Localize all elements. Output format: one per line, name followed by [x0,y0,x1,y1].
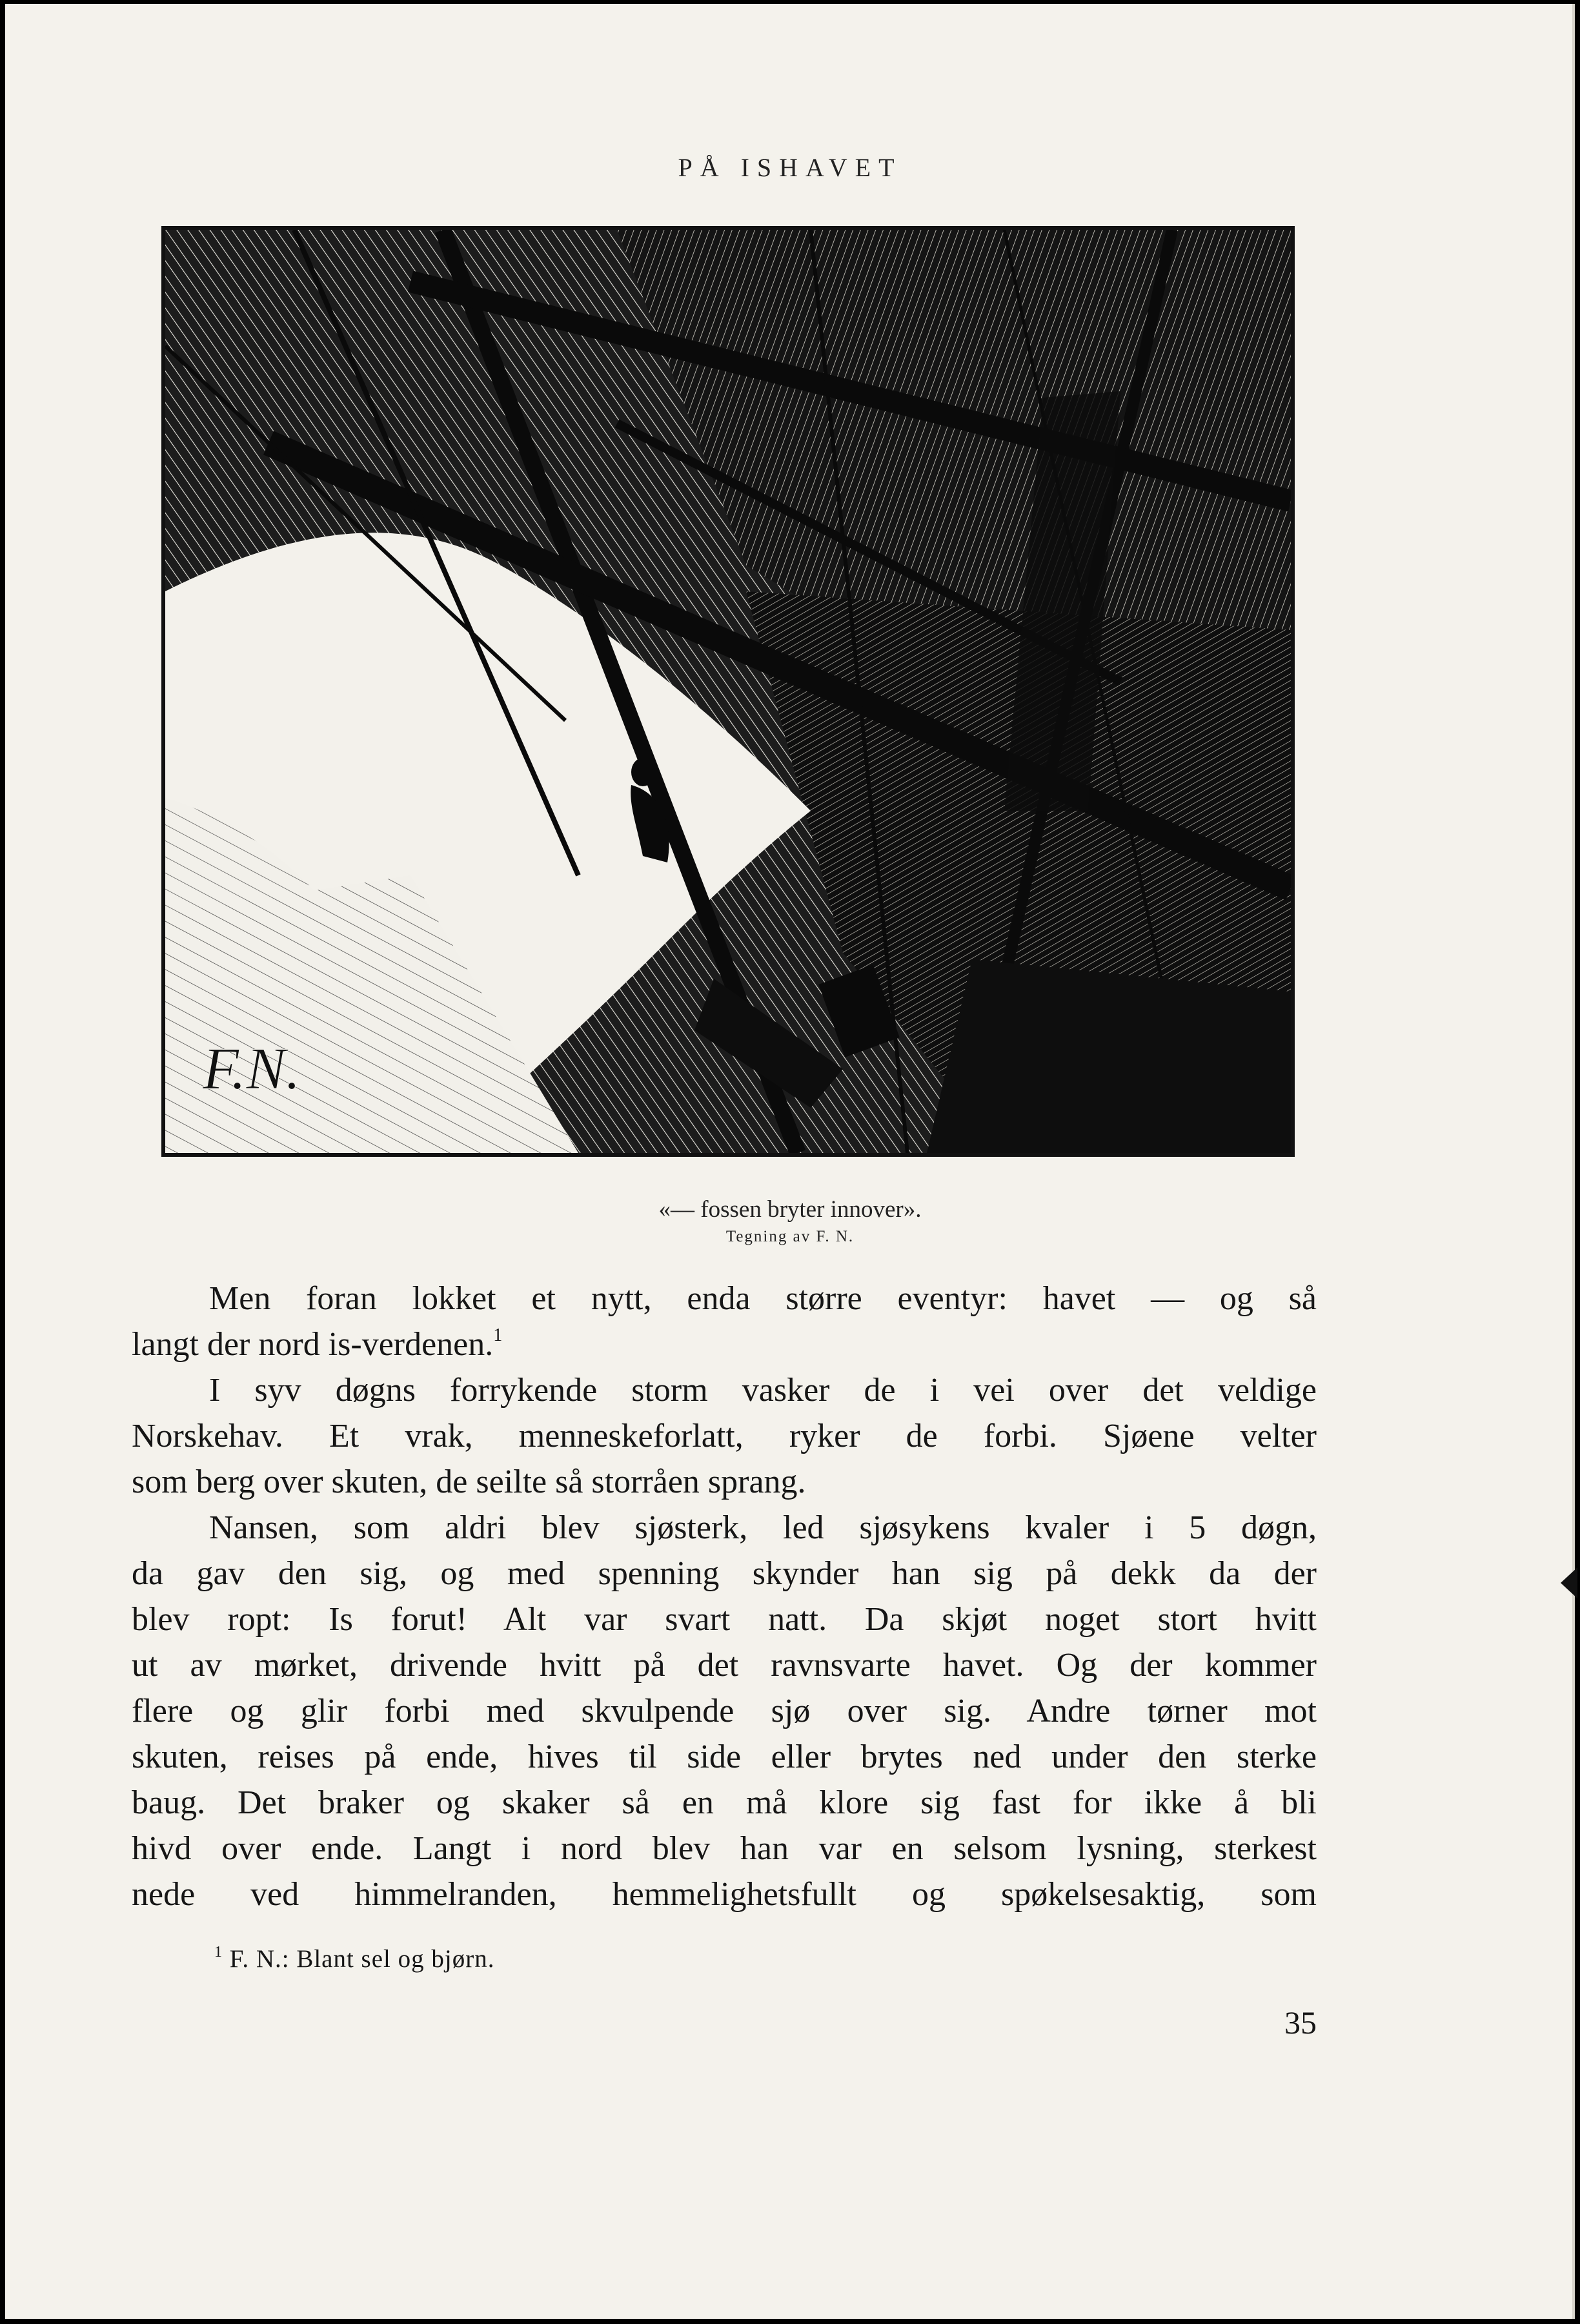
text-line: som berg over skuten, de seilte så storråen sprang. [132,1463,806,1500]
footnote-text: F. N.: Blant sel og bjørn. [229,1945,495,1973]
footnote-ref: 1 [493,1325,503,1345]
footnote [214,1944,494,1973]
illustration-credit: Tegning av F. N. [725,1228,855,1245]
text-line: Men foran lokket et nytt, enda større eventyr: havet — og så [209,1280,1317,1317]
page-edge-tab [1561,1567,1577,1598]
text-line: hivd over ende. Langt i nord blev han var en selsom lysning, sterkest [132,1830,1317,1867]
text-line: da gav den sig, og med spenning skynder han sig på dekk da der [132,1555,1317,1592]
illustration-caption: «— fossen bryter innover». [658,1196,922,1223]
text-line: Nansen, som aldri blev sjøsterk, led sjøsykens kvaler i 5 døgn, [209,1509,1317,1546]
text-line: blev ropt: Is forut! Alt var svart natt. Da skjøt noget stort hvitt [132,1601,1317,1638]
text-line: I syv døgns forrykende storm vasker de i vei over det veldige [209,1372,1317,1409]
text-line: nede ved himmelranden, hemmelighetsfullt og spøkelsesaktig, som [132,1876,1317,1913]
page-number: 35 [1284,2004,1317,2041]
text-line: baug. Det braker og skaker så en må klore sig fast for ikke å bli [132,1784,1317,1821]
text-line: flere og glir forbi med skvulpende sjø over sig. Andre tørner mot [132,1693,1317,1729]
footnote-marker: 1 [214,1944,223,1961]
body-text [132,1276,1317,1917]
illustration [161,226,1295,1157]
running-head: PÅ ISHAVET [678,153,902,182]
artist-signature: F.N. [203,1035,301,1101]
text-line: ut av mørket, drivende hvitt på det ravnsvarte havet. Og der kommer [132,1647,1317,1684]
text-line: skuten, reises på ende, hives til side eller brytes ned under den sterke [132,1738,1317,1775]
storm-ship-drawing [165,230,1291,1153]
text-line: Norskehav. Et vrak, menneskeforlatt, ryker de forbi. Sjøene velter [132,1418,1317,1454]
text-line: langt der nord is-verdenen.$^1$ [132,1325,503,1363]
